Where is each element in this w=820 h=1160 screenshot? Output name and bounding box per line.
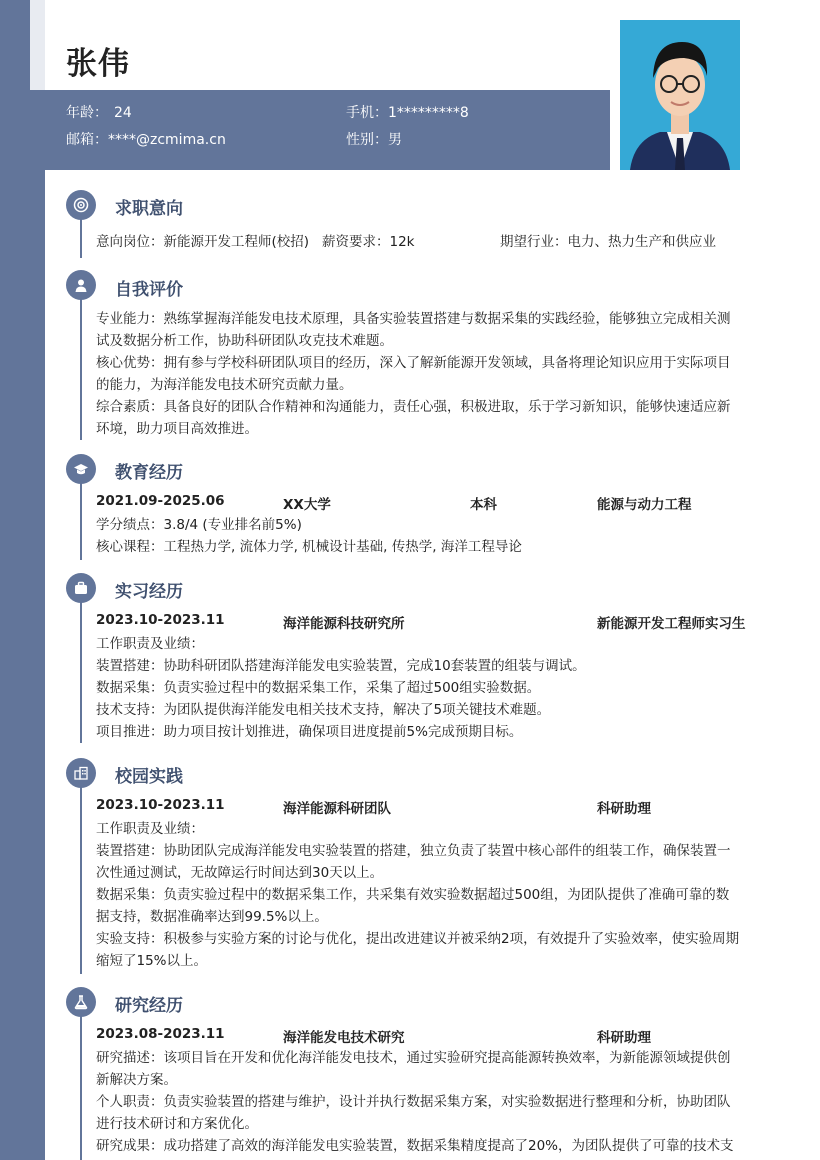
section-title-campus: 校园实践 [115, 767, 183, 787]
section-title-research: 研究经历 [115, 996, 183, 1016]
section-title-education: 教育经历 [115, 463, 183, 483]
flask-icon [66, 987, 96, 1017]
candidate-name: 张伟 [66, 46, 130, 82]
timeline-line [80, 786, 82, 974]
campus-role: 科研助理 [597, 801, 651, 817]
education-details: 学分绩点：3.8/4 (专业排名前5%) 核心课程：工程热力学, 流体力学, 机械设计基础, 传热学, 海洋工程导论 [96, 517, 522, 555]
section-title-self-eval: 自我评价 [115, 280, 183, 300]
intention-position: 意向岗位：新能源开发工程师(校招) [96, 234, 310, 250]
education-major: 能源与动力工程 [597, 497, 692, 513]
gender-field: 性别：男 [346, 132, 402, 148]
building-icon [66, 758, 96, 788]
self-eval-text: 专业能力：熟练掌握海洋能发电技术原理，具备实验装置搭建与数据采集的实践经验，能够独立完成相关测 试及数据分析工作，协助科研团队攻克技术难题。 核心优势：拥有参与学校科研团队项目的经历，深入了解新能源开发领域，具备将理论知识应用于实际项目 的能力，为海洋能发电技术研究贡献力量。 综合素质：具备良好的团队合作精神和沟通能力，责任心强，积极进取，乐于学习新知识，能够快速适应新 环境，助力项目高效推进。 [96, 311, 731, 437]
research-project: 海洋能发电技术研究 [283, 1030, 405, 1046]
internship-role: 新能源开发工程师实习生 [597, 616, 746, 632]
email-field: 邮箱：****@zcmima.cn [66, 132, 226, 148]
timeline-line [80, 298, 82, 440]
timeline-line [80, 1015, 82, 1160]
intention-salary: 薪资要求：12k [322, 234, 415, 250]
left-accent-strip-lower [30, 170, 45, 1160]
left-accent-strip [30, 0, 45, 90]
research-date: 2023.08-2023.11 [96, 1026, 225, 1042]
research-role: 科研助理 [597, 1030, 651, 1046]
internship-org: 海洋能源科技研究所 [283, 616, 405, 632]
age-field: 年龄： 24 [66, 105, 132, 121]
graduation-cap-icon [66, 454, 96, 484]
intention-industry: 期望行业：电力、热力生产和供应业 [500, 234, 716, 250]
section-title-intention: 求职意向 [115, 199, 183, 219]
timeline-line [80, 601, 82, 743]
left-color-bar [0, 0, 30, 1160]
profile-photo [620, 20, 740, 170]
campus-org: 海洋能源科研团队 [283, 801, 391, 817]
person-icon [66, 270, 96, 300]
campus-details: 工作职责及业绩： 装置搭建：协助团队完成海洋能发电实验装置的搭建，独立负责了装置中核心部件的组装工作，确保装置一 次性通过测试，无故障运行时间达到30天以上。 数据采集：负责实验过程中的数据采集工作，共采集有效实验数据超过500组，为团队提供了准确可靠的数 据支持，数据准确率达到99.5%以上。 实验支持：积极参与实验方案的讨论与优化，提出改进建议并被采纳2项，有效提升了实验效率，使实验周期 缩短了15%以上。 [96, 821, 740, 969]
briefcase-icon [66, 573, 96, 603]
timeline-line [80, 482, 82, 560]
education-school: XX大学 [283, 497, 331, 513]
section-title-internship: 实习经历 [115, 582, 183, 602]
internship-date: 2023.10-2023.11 [96, 612, 225, 628]
research-details: 研究描述：该项目旨在开发和优化海洋能发电技术，通过实验研究提高能源转换效率，为新能源领域提供创 新解决方案。 个人职责：负责实验装置的搭建与维护，设计并执行数据采集方案，对实验数据进行整理和分析，协助团队 进行技术研讨和方案优化。 研究成果：成功搭建了高效的海洋能发电实验装置，数据采集精度提高了20%，为团队提供了可靠的技术支 [96, 1050, 734, 1154]
internship-details: 工作职责及业绩： 装置搭建：协助科研团队搭建海洋能发电实验装置，完成10套装置的组装与调试。 数据采集：负责实验过程中的数据采集工作，采集了超过500组实验数据。 技术支持：为团队提供海洋能发电相关技术支持，解决了5项关键技术难题。 项目推进：助力项目按计划推进，确保项目进度提前5%完成预期目标。 [96, 636, 586, 740]
education-degree: 本科 [470, 497, 497, 513]
education-date: 2021.09-2025.06 [96, 493, 225, 509]
timeline-line [80, 218, 82, 258]
target-icon [66, 190, 96, 220]
phone-field: 手机：1*********8 [346, 105, 469, 121]
campus-date: 2023.10-2023.11 [96, 797, 225, 813]
